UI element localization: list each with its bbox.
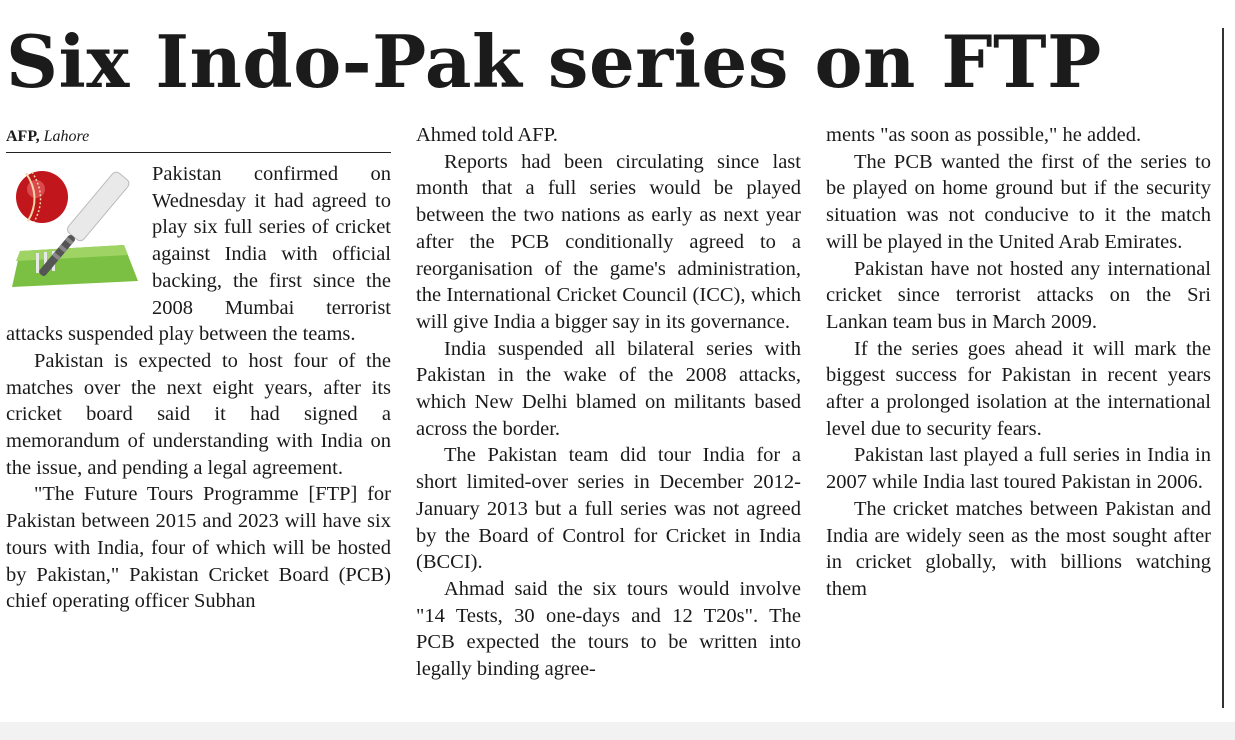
article-column-2: [416, 122, 801, 683]
paragraph: Ahmad said the six tours would involve "14 Tests, 30 one-days and 12 T20s". The PCB expected the tours to be written into legally binding agree-: [416, 577, 801, 681]
paragraph: Pakistan confirmed on Wednesday it had agreed to play six full series of cricket against India with official backing, the first since the 2008 Mumbai terrorist attacks suspended play between the teams.: [6, 163, 391, 346]
paragraph: India suspended all bilateral series with Pakistan in the wake of the 2008 attacks, which New Delhi blamed on militants based across the border.: [416, 337, 801, 440]
paragraph: Ahmed told AFP.: [416, 124, 558, 146]
page-edge: [0, 722, 1235, 740]
article-column-1: [6, 122, 391, 615]
paragraph: "The Future Tours Programme [FTP] for Pakistan between 2015 and 2023 will have six tours with India, four of which will be hosted by Pakistan," Pakistan Cricket Board (PCB) chief operating officer Subhan: [6, 483, 391, 613]
paragraph: Reports had been circulating since last month that a full series would be played between the two nations as early as next year after the PCB conditionally agreed to a reorganisation of the game's administration, the International Cricket Council (ICC), which will give India a bigger say in its governance.: [416, 150, 801, 333]
column-rule: [1222, 28, 1224, 708]
paragraph: If the series goes ahead it will mark the biggest success for Pakistan in recent years after a prolonged isolation at the international level due to security fears.: [826, 337, 1211, 440]
byline-place: Lahore: [43, 128, 90, 145]
cricket-ball-bat-icon: [6, 161, 146, 311]
paragraph: The PCB wanted the first of the series to be played on home ground but if the security situation was not conducive to it the match will be played in the United Arab Emirates.: [826, 150, 1211, 253]
paragraph: Pakistan have not hosted any international cricket since terrorist attacks on the Sri Lankan team bus in March 2009.: [826, 257, 1211, 333]
paragraph: ments "as soon as possible," he added.: [826, 124, 1142, 146]
paragraph: Pakistan is expected to host four of the matches over the next eight years, after its cricket board said it had signed a memorandum of understanding with India on the issue, and pending a legal agreement.: [6, 349, 391, 479]
paragraph: The Pakistan team did tour India for a short limited-over series in December 2012-January 2013 but a full series was not agreed by the Board of Control for Cricket in India (BCCI).: [416, 444, 801, 574]
paragraph: The cricket matches between Pakistan and India are widely seen as the most sought after in cricket globally, with billions watching them: [826, 497, 1211, 600]
paragraph: Pakistan last played a full series in India in 2007 while India last toured Pakistan in 2006.: [826, 444, 1211, 494]
dateline: [6, 122, 391, 153]
article-column-3: [826, 122, 1211, 603]
byline-agency: AFP,: [6, 128, 40, 145]
headline: Six Indo-Pak series on FTP: [6, 19, 1102, 104]
